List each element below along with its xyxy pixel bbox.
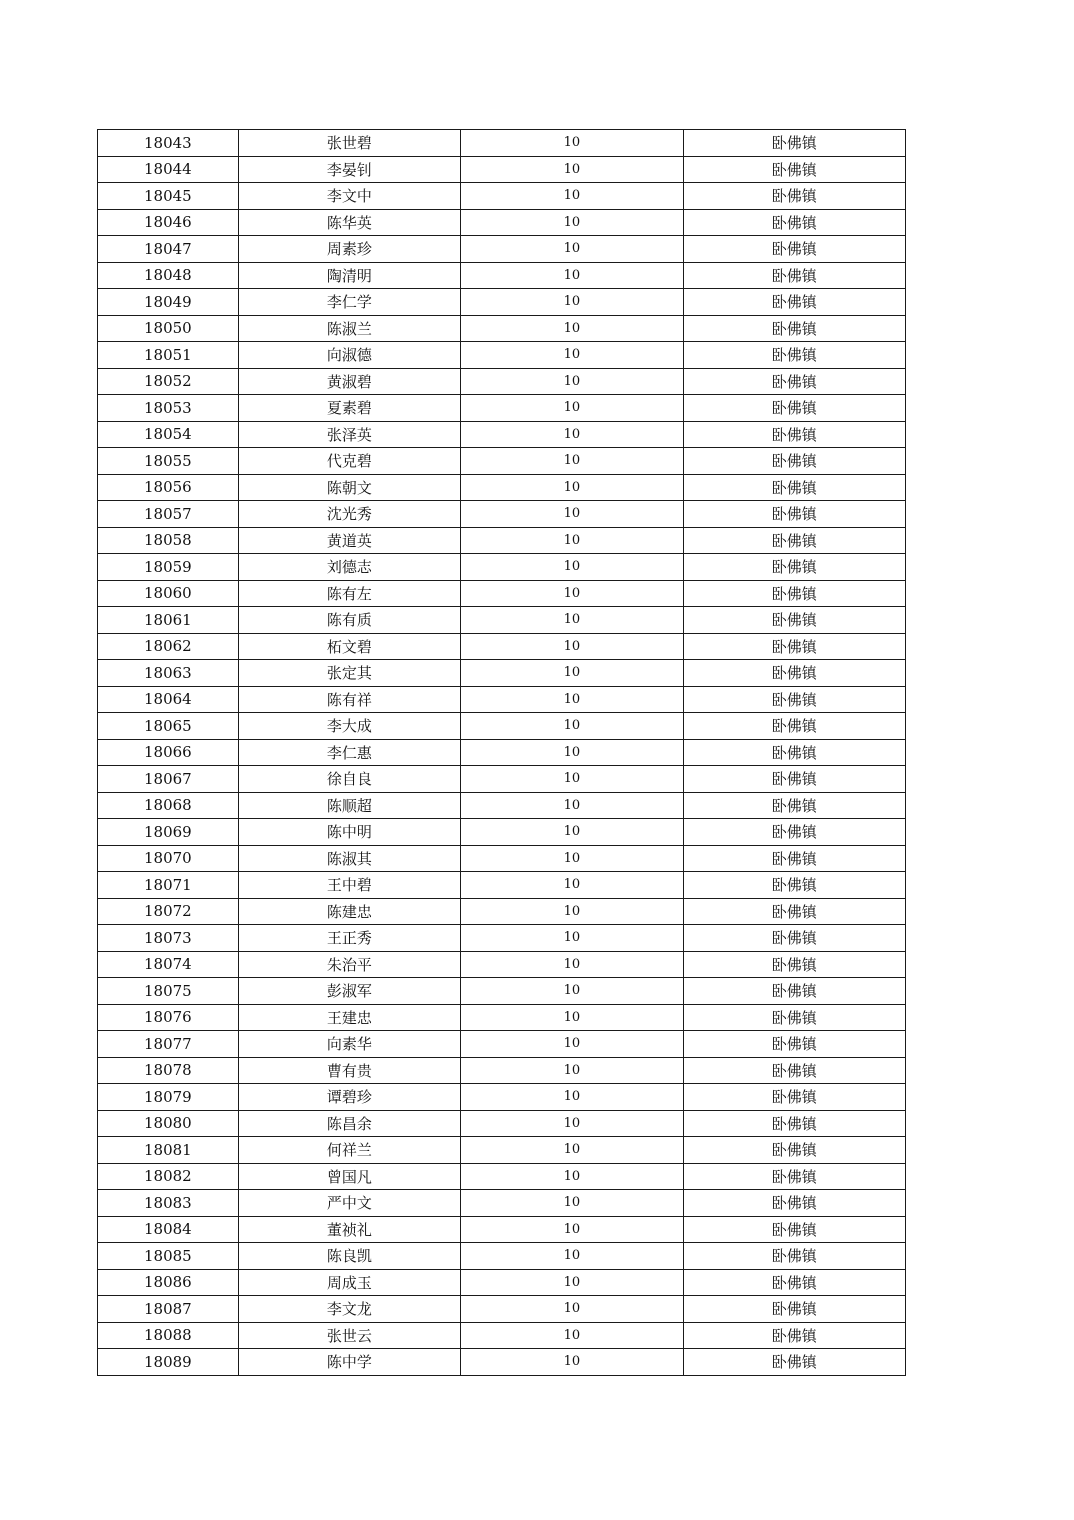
town-cell: 卧佛镇 — [683, 209, 905, 236]
town-cell: 卧佛镇 — [683, 845, 905, 872]
id-cell: 18088 — [98, 1322, 239, 1349]
table-row — [98, 925, 906, 952]
table-row — [98, 1137, 906, 1164]
id-cell: 18085 — [98, 1243, 239, 1270]
roster-table — [97, 129, 906, 1376]
name-cell: 陈有祥 — [238, 686, 460, 713]
table-row — [98, 1190, 906, 1217]
town-cell: 卧佛镇 — [683, 289, 905, 316]
name-cell: 沈光秀 — [238, 501, 460, 528]
amount-cell: 10 — [461, 1322, 683, 1349]
amount-cell: 10 — [461, 978, 683, 1005]
table-row — [98, 527, 906, 554]
amount-cell: 10 — [461, 395, 683, 422]
name-cell: 董祯礼 — [238, 1216, 460, 1243]
id-cell: 18074 — [98, 951, 239, 978]
table-row — [98, 660, 906, 687]
name-cell: 朱治平 — [238, 951, 460, 978]
amount-cell: 10 — [461, 792, 683, 819]
town-cell: 卧佛镇 — [683, 713, 905, 740]
amount-cell: 10 — [461, 872, 683, 899]
table-row — [98, 342, 906, 369]
table-row — [98, 1349, 906, 1376]
town-cell: 卧佛镇 — [683, 978, 905, 1005]
id-cell: 18057 — [98, 501, 239, 528]
id-cell: 18089 — [98, 1349, 239, 1376]
id-cell: 18044 — [98, 156, 239, 183]
town-cell: 卧佛镇 — [683, 315, 905, 342]
table-row — [98, 236, 906, 263]
name-cell: 曹有贵 — [238, 1057, 460, 1084]
amount-cell: 10 — [461, 713, 683, 740]
name-cell: 周成玉 — [238, 1269, 460, 1296]
table-row — [98, 448, 906, 475]
town-cell: 卧佛镇 — [683, 342, 905, 369]
table-row — [98, 872, 906, 899]
id-cell: 18083 — [98, 1190, 239, 1217]
table-row — [98, 368, 906, 395]
town-cell: 卧佛镇 — [683, 660, 905, 687]
name-cell: 张世碧 — [238, 130, 460, 157]
id-cell: 18043 — [98, 130, 239, 157]
id-cell: 18079 — [98, 1084, 239, 1111]
town-cell: 卧佛镇 — [683, 1296, 905, 1323]
town-cell: 卧佛镇 — [683, 1163, 905, 1190]
town-cell: 卧佛镇 — [683, 580, 905, 607]
amount-cell: 10 — [461, 554, 683, 581]
town-cell: 卧佛镇 — [683, 501, 905, 528]
table-row — [98, 1057, 906, 1084]
amount-cell: 10 — [461, 1243, 683, 1270]
amount-cell: 10 — [461, 1163, 683, 1190]
amount-cell: 10 — [461, 580, 683, 607]
name-cell: 陈建忠 — [238, 898, 460, 925]
town-cell: 卧佛镇 — [683, 262, 905, 289]
town-cell: 卧佛镇 — [683, 1243, 905, 1270]
roster-table-body — [98, 130, 906, 1376]
id-cell: 18045 — [98, 183, 239, 210]
name-cell: 李晏钊 — [238, 156, 460, 183]
town-cell: 卧佛镇 — [683, 421, 905, 448]
name-cell: 李仁学 — [238, 289, 460, 316]
name-cell: 向淑德 — [238, 342, 460, 369]
name-cell: 彭淑军 — [238, 978, 460, 1005]
town-cell: 卧佛镇 — [683, 1349, 905, 1376]
table-row — [98, 1163, 906, 1190]
amount-cell: 10 — [461, 1031, 683, 1058]
name-cell: 王正秀 — [238, 925, 460, 952]
table-row — [98, 1084, 906, 1111]
name-cell: 向素华 — [238, 1031, 460, 1058]
id-cell: 18052 — [98, 368, 239, 395]
town-cell: 卧佛镇 — [683, 156, 905, 183]
amount-cell: 10 — [461, 1110, 683, 1137]
amount-cell: 10 — [461, 633, 683, 660]
table-row — [98, 183, 906, 210]
table-row — [98, 156, 906, 183]
id-cell: 18082 — [98, 1163, 239, 1190]
amount-cell: 10 — [461, 766, 683, 793]
name-cell: 陈昌余 — [238, 1110, 460, 1137]
id-cell: 18069 — [98, 819, 239, 846]
amount-cell: 10 — [461, 527, 683, 554]
amount-cell: 10 — [461, 1296, 683, 1323]
table-row — [98, 607, 906, 634]
id-cell: 18072 — [98, 898, 239, 925]
amount-cell: 10 — [461, 342, 683, 369]
town-cell: 卧佛镇 — [683, 554, 905, 581]
table-row — [98, 713, 906, 740]
table-row — [98, 130, 906, 157]
name-cell: 李文龙 — [238, 1296, 460, 1323]
town-cell: 卧佛镇 — [683, 739, 905, 766]
id-cell: 18075 — [98, 978, 239, 1005]
amount-cell: 10 — [461, 262, 683, 289]
id-cell: 18070 — [98, 845, 239, 872]
town-cell: 卧佛镇 — [683, 607, 905, 634]
name-cell: 陈有左 — [238, 580, 460, 607]
amount-cell: 10 — [461, 819, 683, 846]
name-cell: 陈淑兰 — [238, 315, 460, 342]
id-cell: 18087 — [98, 1296, 239, 1323]
amount-cell: 10 — [461, 368, 683, 395]
id-cell: 18055 — [98, 448, 239, 475]
amount-cell: 10 — [461, 607, 683, 634]
amount-cell: 10 — [461, 898, 683, 925]
id-cell: 18071 — [98, 872, 239, 899]
table-row — [98, 898, 906, 925]
id-cell: 18051 — [98, 342, 239, 369]
name-cell: 张定其 — [238, 660, 460, 687]
id-cell: 18084 — [98, 1216, 239, 1243]
town-cell: 卧佛镇 — [683, 872, 905, 899]
table-row — [98, 474, 906, 501]
town-cell: 卧佛镇 — [683, 819, 905, 846]
table-row — [98, 1269, 906, 1296]
amount-cell: 10 — [461, 209, 683, 236]
name-cell: 陈朝文 — [238, 474, 460, 501]
amount-cell: 10 — [461, 315, 683, 342]
amount-cell: 10 — [461, 474, 683, 501]
name-cell: 李大成 — [238, 713, 460, 740]
id-cell: 18058 — [98, 527, 239, 554]
amount-cell: 10 — [461, 1004, 683, 1031]
amount-cell: 10 — [461, 686, 683, 713]
table-row — [98, 1322, 906, 1349]
amount-cell: 10 — [461, 236, 683, 263]
id-cell: 18076 — [98, 1004, 239, 1031]
name-cell: 陈有质 — [238, 607, 460, 634]
amount-cell: 10 — [461, 1137, 683, 1164]
town-cell: 卧佛镇 — [683, 474, 905, 501]
name-cell: 王建忠 — [238, 1004, 460, 1031]
name-cell: 夏素碧 — [238, 395, 460, 422]
amount-cell: 10 — [461, 1057, 683, 1084]
name-cell: 王中碧 — [238, 872, 460, 899]
town-cell: 卧佛镇 — [683, 1269, 905, 1296]
id-cell: 18078 — [98, 1057, 239, 1084]
name-cell: 张世云 — [238, 1322, 460, 1349]
id-cell: 18060 — [98, 580, 239, 607]
table-row — [98, 395, 906, 422]
id-cell: 18066 — [98, 739, 239, 766]
table-row — [98, 1110, 906, 1137]
id-cell: 18053 — [98, 395, 239, 422]
name-cell: 张泽英 — [238, 421, 460, 448]
name-cell: 严中文 — [238, 1190, 460, 1217]
town-cell: 卧佛镇 — [683, 236, 905, 263]
id-cell: 18077 — [98, 1031, 239, 1058]
id-cell: 18046 — [98, 209, 239, 236]
table-row — [98, 1243, 906, 1270]
name-cell: 陶清明 — [238, 262, 460, 289]
amount-cell: 10 — [461, 1190, 683, 1217]
amount-cell: 10 — [461, 448, 683, 475]
amount-cell: 10 — [461, 183, 683, 210]
name-cell: 陈华英 — [238, 209, 460, 236]
town-cell: 卧佛镇 — [683, 792, 905, 819]
id-cell: 18049 — [98, 289, 239, 316]
table-row — [98, 209, 906, 236]
amount-cell: 10 — [461, 925, 683, 952]
id-cell: 18048 — [98, 262, 239, 289]
town-cell: 卧佛镇 — [683, 1004, 905, 1031]
table-row — [98, 845, 906, 872]
id-cell: 18056 — [98, 474, 239, 501]
name-cell: 周素珍 — [238, 236, 460, 263]
town-cell: 卧佛镇 — [683, 395, 905, 422]
table-row — [98, 633, 906, 660]
table-row — [98, 1004, 906, 1031]
table-row — [98, 1216, 906, 1243]
amount-cell: 10 — [461, 130, 683, 157]
id-cell: 18059 — [98, 554, 239, 581]
name-cell: 曾国凡 — [238, 1163, 460, 1190]
amount-cell: 10 — [461, 660, 683, 687]
amount-cell: 10 — [461, 739, 683, 766]
amount-cell: 10 — [461, 289, 683, 316]
id-cell: 18064 — [98, 686, 239, 713]
town-cell: 卧佛镇 — [683, 686, 905, 713]
amount-cell: 10 — [461, 1349, 683, 1376]
amount-cell: 10 — [461, 1216, 683, 1243]
town-cell: 卧佛镇 — [683, 1110, 905, 1137]
town-cell: 卧佛镇 — [683, 925, 905, 952]
table-row — [98, 766, 906, 793]
name-cell: 陈淑其 — [238, 845, 460, 872]
town-cell: 卧佛镇 — [683, 898, 905, 925]
amount-cell: 10 — [461, 501, 683, 528]
town-cell: 卧佛镇 — [683, 1190, 905, 1217]
town-cell: 卧佛镇 — [683, 1084, 905, 1111]
town-cell: 卧佛镇 — [683, 1031, 905, 1058]
amount-cell: 10 — [461, 156, 683, 183]
table-row — [98, 501, 906, 528]
name-cell: 黄道英 — [238, 527, 460, 554]
amount-cell: 10 — [461, 1269, 683, 1296]
id-cell: 18054 — [98, 421, 239, 448]
table-row — [98, 1296, 906, 1323]
table-row — [98, 262, 906, 289]
town-cell: 卧佛镇 — [683, 1216, 905, 1243]
amount-cell: 10 — [461, 845, 683, 872]
table-row — [98, 289, 906, 316]
town-cell: 卧佛镇 — [683, 1137, 905, 1164]
name-cell: 李仁惠 — [238, 739, 460, 766]
table-row — [98, 739, 906, 766]
name-cell: 陈中学 — [238, 1349, 460, 1376]
name-cell: 陈中明 — [238, 819, 460, 846]
table-row — [98, 554, 906, 581]
name-cell: 何祥兰 — [238, 1137, 460, 1164]
amount-cell: 10 — [461, 1084, 683, 1111]
id-cell: 18086 — [98, 1269, 239, 1296]
amount-cell: 10 — [461, 421, 683, 448]
town-cell: 卧佛镇 — [683, 633, 905, 660]
id-cell: 18065 — [98, 713, 239, 740]
table-row — [98, 792, 906, 819]
table-row — [98, 819, 906, 846]
town-cell: 卧佛镇 — [683, 1057, 905, 1084]
table-row — [98, 686, 906, 713]
name-cell: 谭碧珍 — [238, 1084, 460, 1111]
town-cell: 卧佛镇 — [683, 951, 905, 978]
table-row — [98, 421, 906, 448]
name-cell: 代克碧 — [238, 448, 460, 475]
name-cell: 陈顺超 — [238, 792, 460, 819]
town-cell: 卧佛镇 — [683, 183, 905, 210]
id-cell: 18080 — [98, 1110, 239, 1137]
town-cell: 卧佛镇 — [683, 1322, 905, 1349]
town-cell: 卧佛镇 — [683, 448, 905, 475]
id-cell: 18073 — [98, 925, 239, 952]
name-cell: 李文中 — [238, 183, 460, 210]
table-row — [98, 951, 906, 978]
id-cell: 18063 — [98, 660, 239, 687]
table-row — [98, 580, 906, 607]
town-cell: 卧佛镇 — [683, 368, 905, 395]
id-cell: 18062 — [98, 633, 239, 660]
id-cell: 18050 — [98, 315, 239, 342]
town-cell: 卧佛镇 — [683, 527, 905, 554]
name-cell: 刘德志 — [238, 554, 460, 581]
name-cell: 柘文碧 — [238, 633, 460, 660]
id-cell: 18068 — [98, 792, 239, 819]
name-cell: 陈良凯 — [238, 1243, 460, 1270]
id-cell: 18047 — [98, 236, 239, 263]
town-cell: 卧佛镇 — [683, 130, 905, 157]
table-row — [98, 1031, 906, 1058]
id-cell: 18067 — [98, 766, 239, 793]
table-row — [98, 315, 906, 342]
name-cell: 黄淑碧 — [238, 368, 460, 395]
table-row — [98, 978, 906, 1005]
id-cell: 18081 — [98, 1137, 239, 1164]
amount-cell: 10 — [461, 951, 683, 978]
name-cell: 徐自良 — [238, 766, 460, 793]
id-cell: 18061 — [98, 607, 239, 634]
town-cell: 卧佛镇 — [683, 766, 905, 793]
